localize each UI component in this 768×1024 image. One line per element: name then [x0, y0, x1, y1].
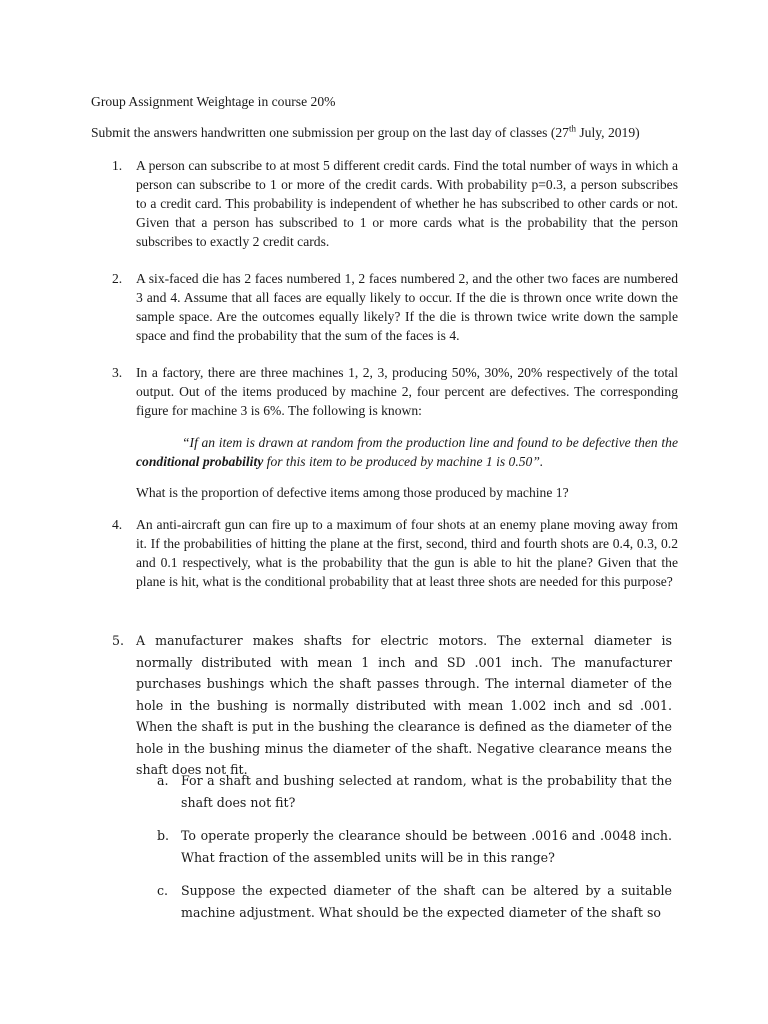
question-1	[112, 156, 678, 251]
assignment-title: Group Assignment Weightage in course 20%	[91, 94, 336, 109]
question-5-part-a	[157, 770, 672, 813]
question-4	[112, 515, 678, 591]
quoted-statement	[136, 433, 678, 471]
quote-bold-term: conditional probability	[136, 454, 264, 469]
question-number: 4.	[112, 517, 123, 532]
question-text: A six-faced die has 2 faces numbered 1, 2 faces numbered 2, and the other two faces are numbered 3 and 4. Assume that all faces are equally likely to occur. If the die is thrown once write down the sample space. Are the outcomes equally likely? If the die is thrown twice write down the sample space and find the probability that the sum of the faces is 4.	[136, 271, 678, 343]
part-text: Suppose the expected diameter of the shaft can be altered by a suitable machine adjustment. What should be the expected diameter of the shaft so	[181, 883, 672, 920]
submission-instructions	[91, 124, 640, 142]
question-number: 1.	[112, 158, 123, 173]
question-text: In a factory, there are three machines 1, 2, 3, producing 50%, 30%, 20% respectively of the total output. Out of the items produced by machine 2, four percent are defectives. The corresponding figure for machine 3 is 6%. The following is known:	[136, 365, 678, 418]
quote-end: for this item to be produced by machine 1 is 0.50”.	[263, 454, 544, 469]
question-3-followup: What is the proportion of defective items among those produced by machine 1?	[136, 485, 569, 500]
question-number: 5.	[112, 633, 125, 648]
part-text: For a shaft and bushing selected at random, what is the probability that the shaft does not fit?	[181, 773, 672, 810]
part-letter: b.	[157, 828, 170, 843]
question-number: 3.	[112, 365, 123, 380]
question-text: A manufacturer makes shafts for electric motors. The external diameter is normally distributed with mean 1 inch and SD .001 inch. The manufacturer purchases bushings which the shaft passes through. The internal diameter of the hole in the bushing is normally distributed with mean 1.002 inch and sd .001. When the shaft is put in the bushing the clearance is defined as the diameter of the hole in the bushing minus the diameter of the shaft. Negative clearance means the shaft does not fit.	[136, 633, 672, 777]
instructions-date-end: July, 2019)	[575, 125, 640, 140]
question-3	[112, 363, 678, 420]
part-letter: c.	[157, 883, 169, 898]
quote-start: “If an item is drawn at random from the production line and found to be defective then the	[182, 435, 678, 450]
question-5-part-c	[157, 880, 672, 923]
part-text: To operate properly the clearance should be between .0016 and .0048 inch. What fraction of the assembled units will be in this range?	[181, 828, 672, 865]
question-text: An anti-aircraft gun can fire up to a maximum of four shots at an enemy plane moving away from it. If the probabilities of hitting the plane at the first, second, third and fourth shots are 0.4, 0.3, 0.2 and 0.1 respectively, what is the probability that the gun is able to hit the plane? Given that the plane is hit, what is the conditional probability that at least three shots are needed for this purpose?	[136, 517, 678, 589]
question-text: A person can subscribe to at most 5 different credit cards. Find the total number of ways in which a person can subscribe to 1 or more of the credit cards. With probability p=0.3, a person subscribes to a credit card. This probability is independent of whether he has subscribed to other cards or not. Given that a person has subscribed to 1 or more cards what is the probability that the person subscribes to exactly 2 credit cards.	[136, 158, 678, 249]
question-2	[112, 269, 678, 345]
question-5-part-b	[157, 825, 672, 868]
question-number: 2.	[112, 271, 123, 286]
question-5	[112, 630, 672, 781]
part-letter: a.	[157, 773, 169, 788]
date-superscript: th	[568, 123, 576, 134]
instructions-text: Submit the answers handwritten one submission per group on the last day of classes (27	[91, 125, 569, 140]
